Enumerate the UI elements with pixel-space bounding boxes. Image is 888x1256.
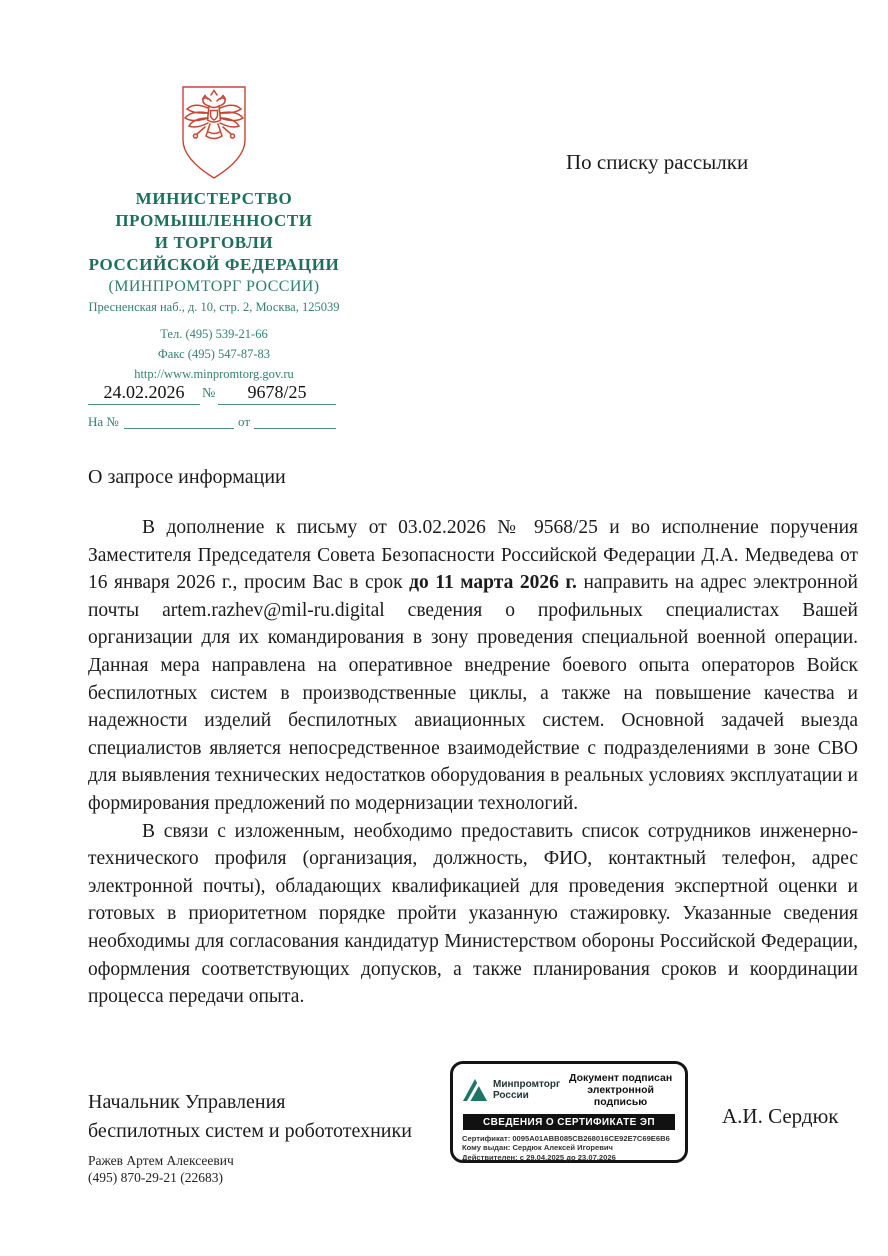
stamp-issued-to: Кому выдан: Сердюк Алексей Игоревич <box>462 1143 613 1153</box>
ministry-name-line: ПРОМЫШЛЕННОСТИ <box>115 211 313 230</box>
fax-line: Факс (495) 547-87-83 <box>157 347 271 361</box>
ref-number-label: На № <box>88 414 119 429</box>
coat-of-arms-eagle-icon <box>174 82 254 182</box>
ref-from-label: от <box>238 414 251 429</box>
stamp-cert-number: Сертификат: 0095A01ABB085CB268016CE92E7C69E6B6 <box>462 1133 670 1143</box>
signer-position-line-2: беспилотных систем и робототехники <box>88 1120 412 1142</box>
executor-name: Ражев Артем Алексеевич <box>88 1153 234 1168</box>
stamp-signed-line-2: электронной подписью <box>587 1084 654 1108</box>
stamp-org-name <box>493 1079 560 1101</box>
ref-number-underline <box>124 412 234 429</box>
stamp-org-line-1: Минпромторг <box>493 1079 561 1090</box>
stamp-cert-header: СВЕДЕНИЯ О СЕРТИФИКАТЕ ЭП <box>463 1114 675 1130</box>
executor-phone: (495) 870-29-21 (22683) <box>88 1170 223 1185</box>
reference-row <box>0 412 888 432</box>
phone-line: Тел. (495) 539-21-66 <box>160 327 268 341</box>
letterhead-contacts <box>38 300 390 384</box>
ministry-name-line: РОССИЙСКОЙ ФЕДЕРАЦИИ <box>88 255 340 274</box>
stamp-signed-line-1: Документ подписан <box>568 1072 673 1084</box>
subject-line: О запросе информации <box>88 466 286 488</box>
body-paragraph-2: В связи с изложенным, необходимо предоставить список сотрудников инженерно-технического профиля (организация, должность, ФИО, контактный телефон, адрес электронной почты), обладающих квалификацией для проведения экспертной оценки и готовых в приоритетном порядке пройти указанную стажировку. Указанные сведения необходимы для согласования кандидатур Министерством обороны Российской Федерации, оформления соответствующих допусков, а также планирования сроков и координации процесса передачи опыта. <box>88 820 858 1008</box>
ministry-name-line: И ТОРГОВЛИ <box>154 233 274 252</box>
ministry-name <box>38 188 390 298</box>
stamp-header <box>462 1072 676 1108</box>
stamp-validity: Действителен: с 29.04.2025 до 23.07.2026 <box>462 1152 616 1162</box>
signer-name: А.И. Сердюк <box>722 1104 839 1128</box>
signer-position-line-1: Начальник Управления <box>88 1091 286 1113</box>
ref-from-underline <box>254 412 336 429</box>
address-line: Пресненская наб., д. 10, стр. 2, Москва, 125039 <box>88 300 340 314</box>
date-number-row <box>0 382 888 404</box>
para1-text-before: В дополнение к письму от 03.02.2026 № 9568/25 и во исполнение поручения Заместителя Председателя Совета Безопасности Российской Федерации Д.А. Медведева от 16 января 2026 г., просим Вас в срок <box>88 517 858 594</box>
deadline-bold-text: до 11 марта 2026 г. <box>409 572 577 594</box>
ministry-short-name: (МИНПРОМТОРГ РОССИИ) <box>108 278 320 295</box>
para1-text-after: направить на адрес электронной почты artem.razhev@mil-ru.digital сведения о профильных специалистах Вашей организации для их командирования в зону проведения специальной военной операции. Данная мера направлена на оперативное внедрение боевого опыта операторов Войск беспилотных систем в производственные циклы, а также на повышение качества и надежности изделий беспилотных авиационных систем. Основной задачей выезда специалистов является непосредственное взаимодействие с подразделениями в зоне СВО для выявления технических недостатков оборудования в реальных условиях эксплуатации и формирования предложений по модернизации технологий. <box>88 572 858 814</box>
executor-contact <box>88 1152 234 1186</box>
doc-date: 24.02.2026 <box>88 382 200 405</box>
stamp-org-line-2: России <box>493 1090 529 1101</box>
doc-number: 9678/25 <box>218 382 336 405</box>
number-sign: № <box>202 386 216 401</box>
stamp-signed-text <box>565 1072 676 1108</box>
ministry-name-line: МИНИСТЕРСТВО <box>135 189 293 208</box>
website-line: http://www.minpromtorg.gov.ru <box>134 367 294 381</box>
electronic-signature-stamp <box>450 1061 688 1163</box>
body-paragraph-1 <box>88 514 858 818</box>
signer-position <box>88 1088 412 1146</box>
letter-body <box>88 514 858 1011</box>
recipient-line: По списку рассылки <box>566 150 749 174</box>
minpromtorg-logo-icon <box>462 1078 488 1102</box>
